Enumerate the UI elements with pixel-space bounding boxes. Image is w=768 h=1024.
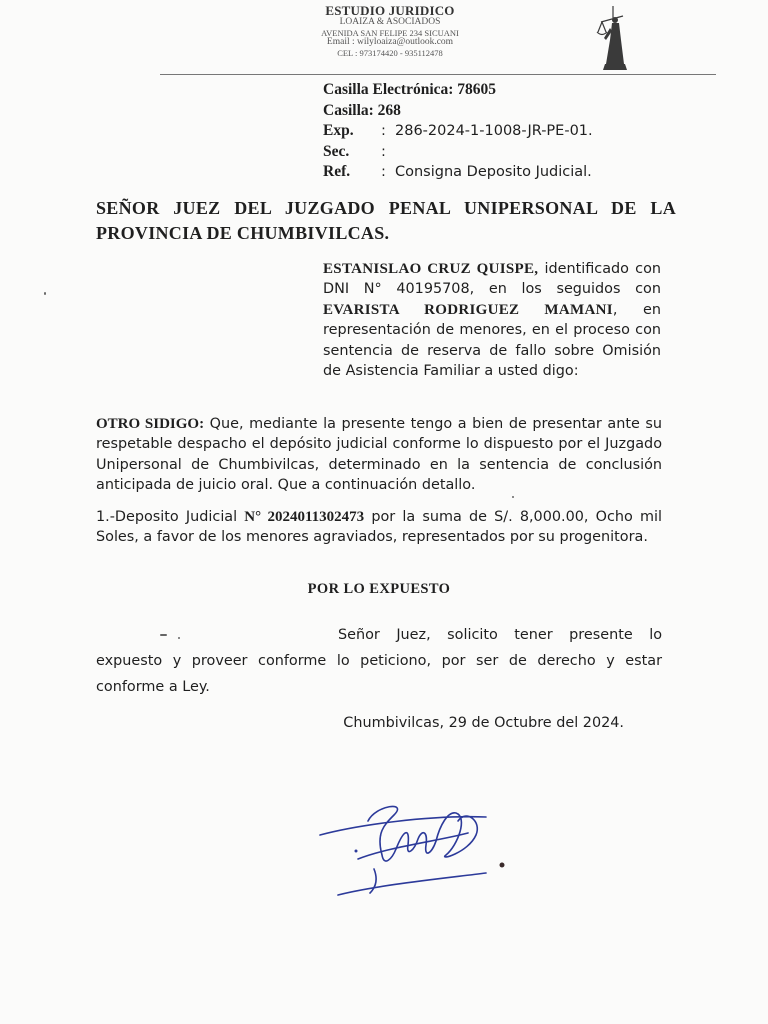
identification-text-2: , en representación de menores, en el proceso con sentencia de reserva de fallo sobre Omisión de Asistencia Familiar a usted digo: <box>323 301 662 380</box>
counterpart-name: EVARISTA RODRIGUEZ MAMANI <box>323 301 613 318</box>
otro-sidigo-paragraph <box>96 414 662 496</box>
case-row-separator: : <box>381 164 386 180</box>
identification-text-1: identificado con DNI N° 40195708, en los seguidos con <box>323 261 661 298</box>
handwritten-signature <box>318 795 518 905</box>
case-row-label: Sec. <box>323 142 350 160</box>
identification-paragraph <box>323 259 661 381</box>
deposit-paragraph <box>96 507 662 548</box>
por-lo-expuesto-heading: POR LO EXPUESTO <box>307 581 451 597</box>
firm-email: Email : wilyloaiza@outlook.com <box>326 37 454 47</box>
firm-name: ESTUDIO JURIDICO <box>325 3 455 18</box>
case-row-ref <box>323 162 593 183</box>
case-row-label: Ref. <box>323 163 351 180</box>
case-row-value: 286-2024-1-1008-JR-PE-01. <box>395 123 593 139</box>
firm-phone: CEL : 973174420 - 935112478 <box>337 47 443 58</box>
firm-partners: LOAIZA & ASOCIADOS <box>339 17 441 27</box>
firm-address: AVENIDA SAN FELIPE 234 SICUANI <box>321 27 459 38</box>
petitioner-name: ESTANISLAO CRUZ QUISPE, <box>323 261 539 277</box>
case-row-sec <box>323 142 593 163</box>
lady-justice-icon <box>593 4 633 72</box>
request-paragraph: Señor Juez, solicito tener presente lo expuesto y proveer conforme lo peticiono, por ser de derecho y estar conforme a Ley. <box>96 627 662 695</box>
case-row-value: Consigna Deposito Judicial. <box>395 164 592 180</box>
case-row-exp <box>323 121 593 142</box>
place-date: Chumbivilcas, 29 de Octubre del 2024. <box>343 715 624 731</box>
otro-sidigo-text: Que, mediante la presente tengo a bien de presentar ante su respetable despacho el depósito judicial conforme lo dispuesto por el Juzgado Unipersonal de Chumbivilcas, determinado en la sentencia de conclusión anticipada de juicio oral. Que a continuación detallo. <box>96 416 663 494</box>
letterhead <box>290 4 490 57</box>
addressee-heading: SEÑOR JUEZ DEL JUZGADO PENAL UNIPERSONAL DE LA PROVINCIA DE CHUMBIVILCAS. <box>96 198 676 243</box>
deposit-prefix: 1.-Deposito Judicial <box>96 509 245 525</box>
casilla: Casilla: 268 <box>323 101 401 119</box>
case-row-separator: : <box>381 143 386 160</box>
otro-sidigo-label: OTRO SIDIGO: <box>96 416 205 432</box>
case-info <box>323 80 593 183</box>
case-row-separator: : <box>381 123 386 139</box>
casilla-electronica: Casilla Electrónica: 78605 <box>323 81 497 98</box>
case-row-label: Exp. <box>323 122 354 139</box>
header-divider <box>160 74 716 75</box>
deposit-text: por la suma de S/. 8,000.00, Ocho mil Soles, a favor de los menores agraviados, representados por su progenitora. <box>96 509 662 546</box>
deposit-number: N° 2024011302473 <box>244 509 365 525</box>
